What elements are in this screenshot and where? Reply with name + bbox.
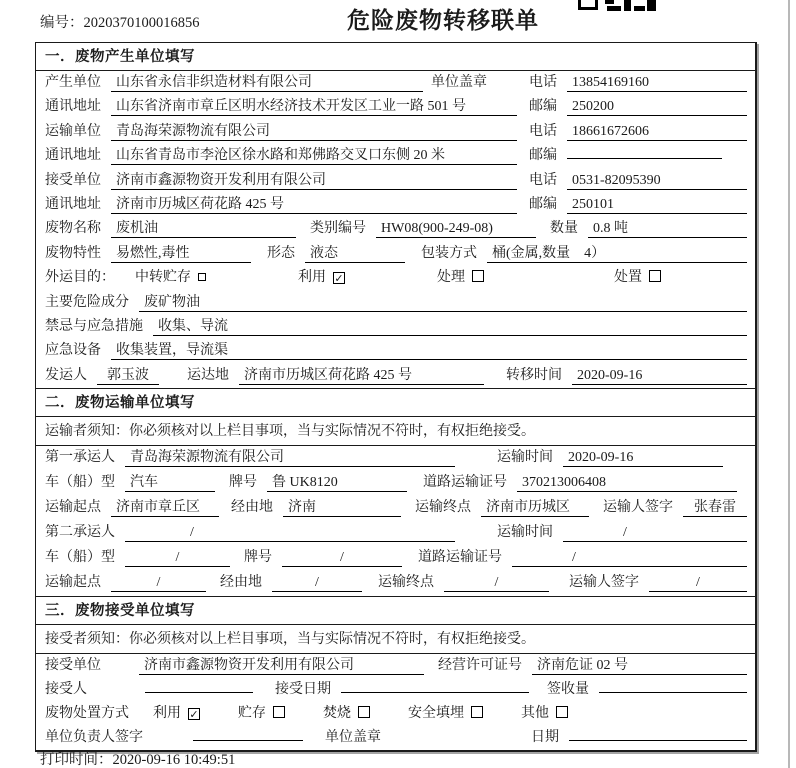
receiver-zip-value: 250101 xyxy=(567,197,747,214)
waste-prop-label: 废物特性 xyxy=(45,245,101,261)
treat-checkbox xyxy=(472,270,484,282)
packing-value: 桶(金属,数量 4） xyxy=(487,242,747,263)
carrier-sign-label: 运输人签字 xyxy=(569,575,639,591)
form-value: 液态 xyxy=(305,242,405,263)
via-value: / xyxy=(272,575,362,592)
doc-number-line xyxy=(40,11,200,32)
route-end-label: 运输终点 xyxy=(415,500,471,516)
category-value: HW08(900-249-08) xyxy=(376,221,536,238)
row-route-1 xyxy=(36,496,755,521)
row-vehicle-2 xyxy=(36,546,755,571)
print-time-value: 2020-09-16 10:49:51 xyxy=(112,752,236,768)
transport-time-value: 2020-09-16 xyxy=(563,450,723,467)
disposal-label: 废物处置方式 xyxy=(45,706,129,722)
receiver-label: 接受单位 xyxy=(45,172,101,188)
disposal-option-landfill: 安全填埋 xyxy=(408,702,483,722)
form-label: 形态 xyxy=(267,245,295,261)
phone-label: 电话 xyxy=(529,75,557,90)
manifest-form-table xyxy=(35,42,757,752)
quantity-label: 数量 xyxy=(550,221,578,237)
route-end-label: 运输终点 xyxy=(378,575,434,591)
section-receiver xyxy=(36,597,755,750)
purpose-option-utilize: 利用 ✓ xyxy=(298,270,344,286)
equipment-label: 应急设备 xyxy=(45,343,101,359)
purpose-option-storage: 中转贮存 xyxy=(135,266,206,286)
section-producer xyxy=(36,43,755,389)
producer-address-value: 山东省济南市章丘区明水经济技术开发区工业一路 501 号 xyxy=(111,95,517,116)
purpose-label: 外运目的： xyxy=(45,270,115,286)
row-receiver-address xyxy=(36,193,755,217)
via-label: 经由地 xyxy=(220,575,262,591)
zip-label: 邮编 xyxy=(529,99,557,115)
road-permit-label: 道路运输证号 xyxy=(423,475,507,491)
plate-label: 牌号 xyxy=(229,475,257,491)
row-receiver-unit xyxy=(36,169,755,193)
vehicle-type-value: / xyxy=(125,550,230,567)
road-permit-label: 道路运输证号 xyxy=(418,550,502,566)
road-permit-value: / xyxy=(512,550,747,567)
receiver-zip-group xyxy=(529,193,747,214)
dispose-checkbox xyxy=(649,270,661,282)
plate-value: / xyxy=(282,550,402,567)
page-title: 危险废物转移联单 xyxy=(347,8,539,33)
receiving-unit-label: 接受单位 xyxy=(45,658,101,674)
emergency-value: 收集、导流 xyxy=(153,315,747,336)
section-producer-heading: 一．废物产生单位填写 xyxy=(36,43,755,71)
phone-label: 电话 xyxy=(529,172,557,188)
store-checkbox xyxy=(273,706,285,718)
transporter-label: 运输单位 xyxy=(45,123,101,139)
unit-seal-label: 单位盖章 xyxy=(431,75,487,90)
first-carrier-value: 青岛海荣源物流有限公司 xyxy=(125,446,455,467)
carrier-sign-label: 运输人签字 xyxy=(603,500,673,516)
transporter-zip-group xyxy=(529,144,747,164)
address-label: 通讯地址 xyxy=(45,148,101,164)
acceptor-label: 接受人 xyxy=(45,682,87,698)
carrier-sign-value: / xyxy=(649,575,747,592)
received-qty-label: 签收量 xyxy=(547,682,589,698)
unit-seal-label: 单位盖章 xyxy=(325,730,381,746)
disposal-option-utilize: 利用 ✓ xyxy=(153,706,199,722)
transporter-zip-value xyxy=(567,144,722,159)
equipment-value: 收集装置，导流渠 xyxy=(111,339,747,360)
receiving-unit-value: 济南市鑫源物资开发利用有限公司 xyxy=(139,654,424,675)
address-label: 通讯地址 xyxy=(45,196,101,212)
waste-name-label: 废物名称 xyxy=(45,221,101,237)
address-label: 通讯地址 xyxy=(45,99,101,115)
route-end-value: / xyxy=(444,575,549,592)
route-start-label: 运输起点 xyxy=(45,500,101,516)
partial-qr-code-icon xyxy=(578,0,656,11)
storage-checkbox xyxy=(198,273,206,281)
producer-value: 山东省永信非织造材料有限公司 xyxy=(111,71,423,92)
transporter-phone-group xyxy=(529,120,747,141)
purpose-option-treat: 处理 xyxy=(437,266,484,286)
disposal-option-incinerate: 焚烧 xyxy=(323,702,370,722)
row-transporter-address xyxy=(36,144,755,168)
incinerate-checkbox xyxy=(358,706,370,718)
utilize-checkbox: ✓ xyxy=(334,272,344,286)
emergency-label: 禁忌与应急措施 xyxy=(45,318,143,334)
row-route-2 xyxy=(36,571,755,596)
license-label: 经营许可证号 xyxy=(438,658,522,674)
row-hazard-component xyxy=(36,291,755,315)
transporter-phone-value: 18661672606 xyxy=(567,124,747,141)
zip-label: 邮编 xyxy=(529,196,557,212)
transporter-address-value: 山东省青岛市李沧区徐水路和郑佛路交叉口东侧 20 米 xyxy=(111,144,517,165)
date-value xyxy=(569,726,747,741)
responsible-sign-label: 单位负责人签字 xyxy=(45,730,143,746)
row-transport-unit xyxy=(36,120,755,144)
row-waste-properties xyxy=(36,242,755,266)
second-carrier-value: / xyxy=(125,525,455,542)
date-label: 日期 xyxy=(531,730,559,746)
receiver-phone-group xyxy=(529,169,747,190)
print-time-label: 打印时间： xyxy=(40,752,113,768)
license-value: 济南危证 02 号 xyxy=(532,654,747,675)
row-receiving-unit xyxy=(36,654,755,678)
category-label: 类别编号 xyxy=(310,221,366,237)
section-transporter-heading: 二．废物运输单位填写 xyxy=(36,389,755,417)
hazard-label: 主要危险成分 xyxy=(45,294,129,310)
shipper-value: 郭玉波 xyxy=(97,364,159,385)
purpose-option-dispose: 处置 xyxy=(614,266,661,286)
receiver-address-value: 济南市历城区荷花路 425 号 xyxy=(111,193,517,214)
via-value: 济南 xyxy=(283,496,401,517)
second-carrier-label: 第二承运人 xyxy=(45,525,115,541)
receiver-value: 济南市鑫源物资开发利用有限公司 xyxy=(111,169,517,190)
hazard-value: 废矿物油 xyxy=(139,291,747,312)
doc-number-value: 2020370100016856 xyxy=(83,15,200,31)
producer-phone-value: 13854169160 xyxy=(567,75,747,92)
transport-time-label: 运输时间 xyxy=(497,525,553,541)
vehicle-type-label: 车（船）型 xyxy=(45,550,115,566)
route-start-label: 运输起点 xyxy=(45,575,101,591)
row-transfer-purpose xyxy=(36,266,755,290)
print-time-line xyxy=(40,748,235,768)
accept-date-label: 接受日期 xyxy=(275,682,331,698)
transporter-value: 青岛海荣源物流有限公司 xyxy=(111,120,517,141)
first-carrier-label: 第一承运人 xyxy=(45,450,115,466)
route-start-value: 济南市章丘区 xyxy=(111,496,219,517)
row-second-carrier xyxy=(36,521,755,546)
row-first-carrier xyxy=(36,446,755,471)
shipper-label: 发运人 xyxy=(45,367,87,383)
row-producer-unit xyxy=(36,71,755,95)
route-end-value: 济南市历城区 xyxy=(481,496,589,517)
producer-zip-value: 250200 xyxy=(567,99,747,116)
waste-name-value: 废机油 xyxy=(111,217,296,238)
vehicle-type-label: 车（船）型 xyxy=(45,475,115,491)
received-qty-value xyxy=(599,678,747,693)
page-edge-line xyxy=(788,0,790,768)
route-start-value: / xyxy=(111,575,206,592)
row-emergency-equipment xyxy=(36,339,755,363)
landfill-checkbox xyxy=(471,706,483,718)
quantity-value: 0.8 吨 xyxy=(588,217,747,238)
row-acceptor xyxy=(36,678,755,702)
carrier-sign-value: 张春雷 xyxy=(683,496,747,517)
phone-label: 电话 xyxy=(529,123,557,139)
plate-value: 鲁 UK8120 xyxy=(267,471,407,492)
transfer-time-value: 2020-09-16 xyxy=(572,368,747,385)
section-transporter xyxy=(36,389,755,597)
disposal-option-other: 其他 xyxy=(521,702,568,722)
responsible-sign-value xyxy=(193,726,303,741)
row-producer-address xyxy=(36,95,755,119)
packing-label: 包装方式 xyxy=(421,245,477,261)
doc-number-label: 编号： xyxy=(40,15,84,31)
row-emergency-measures xyxy=(36,315,755,339)
row-responsible-signature xyxy=(36,726,755,750)
vehicle-type-value: 汽车 xyxy=(125,471,215,492)
via-label: 经由地 xyxy=(231,500,273,516)
accept-date-value xyxy=(341,678,529,693)
acceptor-value xyxy=(145,678,253,693)
receiver-notice: 接受者须知：你必须核对以上栏目事项，当与实际情况不符时，有权拒绝接受。 xyxy=(36,625,755,654)
transport-time-label: 运输时间 xyxy=(497,450,553,466)
destination-value: 济南市历城区荷花路 425 号 xyxy=(239,364,484,385)
other-checkbox xyxy=(556,706,568,718)
utilize-checkbox: ✓ xyxy=(189,708,199,722)
road-permit-value: 370213006408 xyxy=(517,475,737,492)
section-receiver-heading: 三．废物接受单位填写 xyxy=(36,597,755,625)
row-disposal-method xyxy=(36,702,755,726)
transporter-notice: 运输者须知：你必须核对以上栏目事项，当与实际情况不符时，有权拒绝接受。 xyxy=(36,417,755,446)
producer-phone-group xyxy=(529,71,747,92)
receiver-phone-value: 0531-82095390 xyxy=(567,173,747,190)
disposal-option-store: 贮存 xyxy=(238,702,285,722)
row-waste-name xyxy=(36,217,755,241)
producer-label: 产生单位 xyxy=(45,75,101,90)
producer-zip-group xyxy=(529,95,747,116)
row-shipper xyxy=(36,364,755,388)
row-vehicle-1 xyxy=(36,471,755,496)
waste-prop-value: 易燃性,毒性 xyxy=(111,242,251,263)
transport-time-value: / xyxy=(563,525,747,542)
zip-label: 邮编 xyxy=(529,148,557,164)
plate-label: 牌号 xyxy=(244,550,272,566)
destination-label: 运达地 xyxy=(187,367,229,383)
transfer-time-label: 转移时间 xyxy=(506,367,562,383)
